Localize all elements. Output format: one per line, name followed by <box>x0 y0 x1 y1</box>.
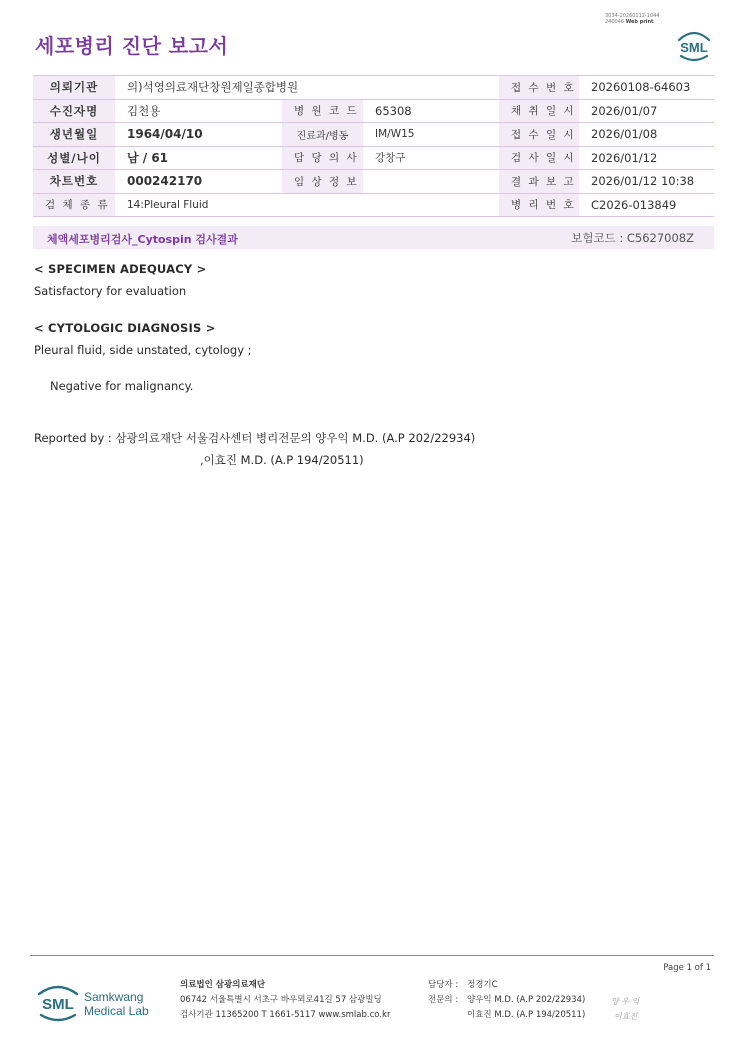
cell-value: 2026/01/12 10:38 <box>579 170 714 194</box>
staff-label: 담당자 : <box>428 980 459 990</box>
samkwang-logo-mark: SML <box>42 996 74 1013</box>
cell-label: 수진자명 <box>33 99 115 123</box>
brand-line2: Medical Lab <box>84 1004 149 1018</box>
cell-value: 2026/01/07 <box>579 99 714 123</box>
document-code-line1: 3034-20260112-1044 <box>605 13 660 19</box>
diagnosis-heading: < CYTOLOGIC DIAGNOSIS > <box>34 321 216 335</box>
cell-value: 2026/01/12 <box>579 146 714 170</box>
cell-value: C2026-013849 <box>579 193 714 217</box>
exam-section-bar <box>33 226 714 249</box>
table-row <box>33 146 714 170</box>
signature-1: 양 우 익 <box>611 997 640 1006</box>
cell-label: 검 사 일 시 <box>499 146 579 170</box>
specialist-2: 이효진 M.D. (A.P 194/20511) <box>467 1010 586 1020</box>
page-number: Page 1 of 1 <box>663 963 711 973</box>
org-address: 06742 서울특별시 서초구 바우뫼로41길 57 삼광빌딩 <box>180 995 382 1005</box>
cell-value: 000242170 <box>115 170 282 194</box>
page-title: 세포병리 진단 보고서 <box>35 34 229 58</box>
cell-value <box>363 170 499 194</box>
cell-label: 결 과 보 고 <box>499 170 579 194</box>
sml-logo <box>674 26 714 64</box>
cell-value: 의)석영의료재단창원제일종합병원 <box>115 76 499 100</box>
cell-value: IM/W15 <box>363 123 499 147</box>
cell-value: 남 / 61 <box>115 146 282 170</box>
cell-value: 65308 <box>363 99 499 123</box>
table-row <box>33 99 714 123</box>
reported-by-2: ,이효진 M.D. (A.P 194/20511) <box>200 453 364 467</box>
cell-value: 김천용 <box>115 99 282 123</box>
insurance-code: 보험코드 : C5627008Z <box>571 231 694 245</box>
table-row <box>33 170 714 194</box>
patient-info-table <box>33 75 714 217</box>
reported-by: Reported by : 삼광의료재단 서울검사센터 병리전문의 양우익 M.D. (A.P 202/22934) <box>34 431 476 445</box>
cell-label: 담 당 의 사 <box>282 146 363 170</box>
cell-label: 임 상 정 보 <box>282 170 363 194</box>
adequacy-text: Satisfactory for evaluation <box>34 284 187 298</box>
cell-value: 2026/01/08 <box>579 123 714 147</box>
cell-label: 생년월일 <box>33 123 115 147</box>
org-name: 의료법인 삼광의료재단 <box>180 980 266 990</box>
cell-label: 성별/나이 <box>33 146 115 170</box>
cell-value: 1964/04/10 <box>115 123 282 147</box>
cell-value: 강창구 <box>363 146 499 170</box>
cell-value: 14:Pleural Fluid <box>115 193 499 217</box>
table-row <box>33 76 714 100</box>
table-row <box>33 193 714 217</box>
cell-value: 20260108-64603 <box>579 76 714 100</box>
cell-label: 병 원 코 드 <box>282 99 363 123</box>
cell-label: 접 수 일 시 <box>499 123 579 147</box>
adequacy-heading: < SPECIMEN ADEQUACY > <box>34 262 207 276</box>
samkwang-logo <box>35 978 165 1028</box>
cell-label: 채 취 일 시 <box>499 99 579 123</box>
cell-label: 의뢰기관 <box>33 76 115 100</box>
specialist-1: 양우익 M.D. (A.P 202/22934) <box>467 995 586 1005</box>
diagnosis-result: Negative for malignancy. <box>50 379 194 393</box>
signature-2: 이효진 <box>614 1012 638 1021</box>
footer-divider <box>30 955 714 956</box>
document-code <box>605 13 660 25</box>
cell-label: 접 수 번 호 <box>499 76 579 100</box>
exam-title: 체액세포병리검사_Cytospin 검사결과 <box>47 233 238 246</box>
org-info <box>180 978 390 1023</box>
cell-label: 병 리 번 호 <box>499 193 579 217</box>
cell-label: 차트번호 <box>33 170 115 194</box>
org-contact: 검사기관 11365200 T 1661-5117 www.smlab.co.kr <box>180 1010 391 1020</box>
staff-labels <box>428 978 458 1008</box>
cell-label: 진료과/병동 <box>282 123 363 147</box>
diagnosis-text: Pleural fluid, side unstated, cytology ; <box>34 343 252 357</box>
sml-logo-text: SML <box>680 40 708 55</box>
staff-values <box>467 978 585 1023</box>
document-code-line2: 240046 Web print <box>605 19 654 25</box>
specialist-label: 전문의 : <box>428 995 459 1005</box>
table-row <box>33 123 714 147</box>
staff-value: 정경기C <box>467 980 498 990</box>
brand-line1: Samkwang <box>84 990 144 1004</box>
cell-label: 검 체 종 류 <box>33 193 115 217</box>
